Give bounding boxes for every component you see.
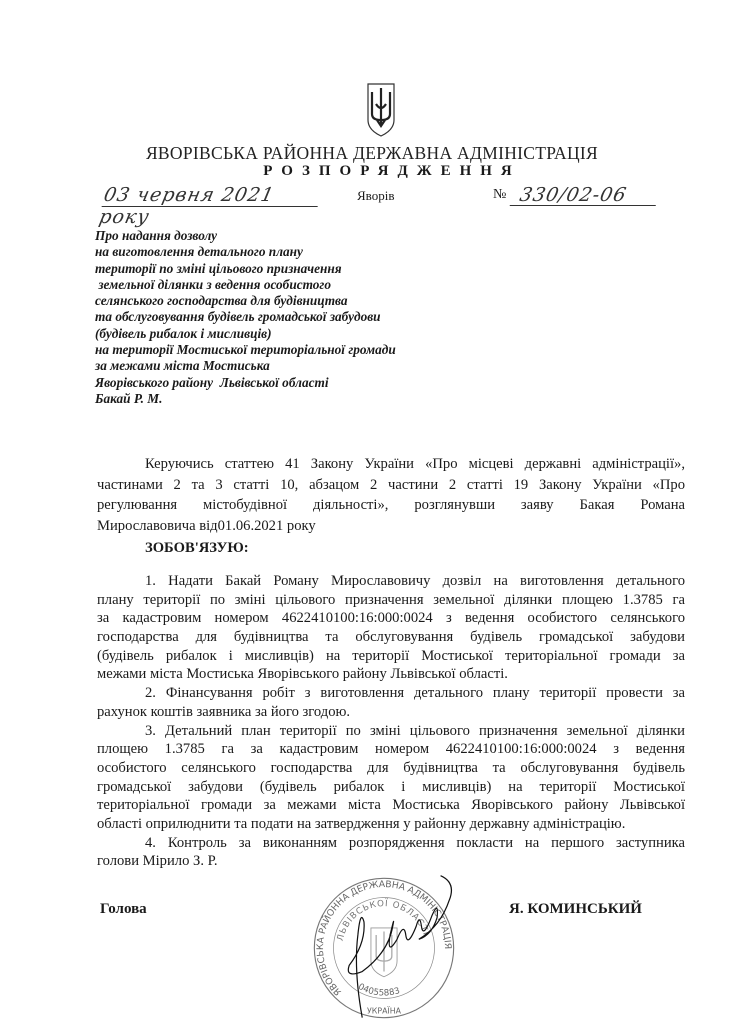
- stamp-code: 04055883: [356, 982, 402, 999]
- stamp-outer-text: ЯВОРІВСЬКА РАЙОННА ДЕРЖАВНА АДМІНІСТРАЦІЯ: [316, 879, 453, 997]
- stamp-inner-text: ЛЬВІВСЬКОЇ ОБЛАСТІ: [335, 899, 431, 943]
- signatory-position: Голова: [100, 901, 147, 917]
- subject-block: [95, 228, 396, 407]
- signatory-name: Я. КОМИНСЬКИЙ: [509, 901, 642, 917]
- text-line: голови Мірило З. Р.: [97, 853, 218, 870]
- order-item: [97, 722, 685, 834]
- organization-title: ЯВОРІВСЬКА РАЙОННА ДЕРЖАВНА АДМІНІСТРАЦІЯ: [145, 143, 599, 163]
- text-line: Мирославовича від01.06.2021 року: [97, 517, 316, 534]
- preamble-paragraph: [97, 454, 685, 536]
- subject-line: території по зміні цільового призначення: [95, 260, 342, 276]
- text-line: господарства для будівництва та обслуговування будівель громадської забудови: [97, 629, 685, 646]
- order-item: [97, 834, 685, 871]
- order-item: [97, 572, 685, 684]
- subject-line: Бакай Р. М.: [95, 390, 163, 406]
- order-items: [97, 572, 685, 871]
- text-line: особистого селянського господарства для будівництва та обслуговування будівель: [97, 759, 685, 776]
- subject-line: Про надання дозволу: [95, 228, 218, 243]
- text-line: частинами 2 та 3 статті 10, абзацом 2 частини 2 статті 19 Закону України «Про: [97, 476, 685, 493]
- subject-line: (будівель рибалок і мисливців): [95, 325, 272, 341]
- text-line: громадської забудови (будівель рибалок і мисливців) на території Мостиської: [97, 778, 685, 795]
- trident-emblem-icon: [366, 82, 396, 138]
- subject-line: Яворівського району Львівської області: [95, 374, 329, 390]
- document-city: Яворів: [357, 188, 395, 203]
- text-line: межами міста Мостиська Яворівського району Львівської області.: [97, 666, 508, 683]
- text-line: за кадастровим номером 4622410100:16:000:0024 з ведення особистого селянського: [97, 610, 685, 627]
- subject-line: та обслуговування будівель громадської забудови: [95, 309, 381, 325]
- handwritten-signature: [348, 876, 451, 1018]
- text-line: 3. Детальний план території по зміні цільового призначення земельної ділянки: [145, 722, 685, 739]
- stamp-country: УКРАЇНА: [367, 1006, 401, 1016]
- text-line: (будівель рибалок і мисливців) на території Мостиської територіальної громади за: [97, 647, 685, 664]
- text-line: 1. Надати Бакай Роману Мирославовичу дозвіл на виготовлення детального: [145, 573, 685, 589]
- number-label: №: [493, 187, 507, 202]
- text-line: Керуючись статтею 41 Закону України «Про місцеві державні адміністрації»,: [145, 456, 685, 472]
- order-item: [97, 684, 685, 721]
- subject-line: селянського господарства для будівництва: [95, 293, 348, 309]
- text-line: області оприлюднити та подати на затвердження у районну державну адміністрацію.: [97, 815, 626, 832]
- document-date: 03 червня 2021 року: [102, 184, 323, 207]
- subject-line: на території Мостиської територіальної громади: [95, 342, 396, 358]
- subject-line: на виготовлення детального плану: [95, 244, 303, 260]
- document-type: РОЗПОРЯДЖЕННЯ: [263, 163, 521, 179]
- oblige-heading: ЗОБОВ'ЯЗУЮ:: [145, 540, 249, 556]
- text-line: плану території по зміні цільового призначення земельної ділянки площею 1.3785 га: [97, 591, 685, 608]
- text-line: 4. Контроль за виконанням розпорядження покласти на першого заступника: [145, 834, 685, 851]
- subject-line: за межами міста Мостиська: [95, 358, 270, 374]
- document-number: 330/02-06: [510, 184, 661, 206]
- subject-line: земельної ділянки з ведення особистого: [95, 276, 331, 292]
- official-stamp: [310, 874, 458, 1022]
- text-line: територіальної громади за межами міста Мостиська Яворівського району Львівської: [97, 797, 685, 814]
- text-line: рахунок коштів заявника за його згодою.: [97, 703, 351, 720]
- text-line: площею 1.3785 га за кадастровим номером 4622410100:16:000:0024 з ведення: [97, 741, 685, 758]
- text-line: 2. Фінансування робіт з виготовлення детального плану території провести за: [145, 685, 685, 702]
- text-line: регулювання містобудівної діяльності», розглянувши заяву Бакая Романа: [97, 497, 685, 513]
